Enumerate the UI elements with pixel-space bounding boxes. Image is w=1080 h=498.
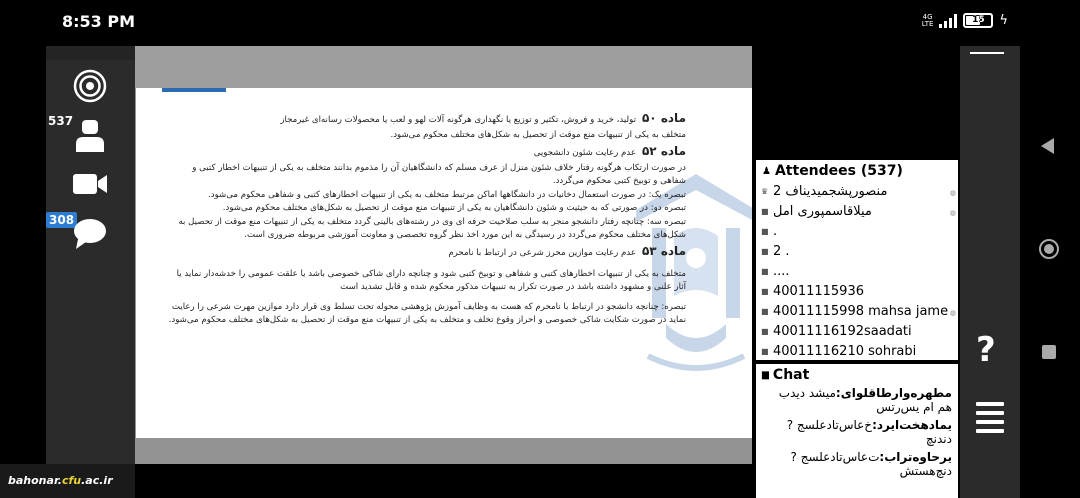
mic-icon: ◍	[949, 209, 956, 217]
stage-top-area	[135, 46, 752, 88]
stage-bottom-area	[135, 438, 752, 464]
menu-icon	[976, 402, 1004, 406]
attendees-button[interactable]	[68, 114, 112, 158]
help-button[interactable]: ?	[976, 330, 996, 370]
mic-icon: ◍	[949, 189, 956, 197]
participant-icon: ■	[761, 207, 769, 216]
attendee-item[interactable]: ■ .	[756, 222, 958, 242]
android-nav-bar	[1020, 46, 1080, 498]
site-url: bahonar.cfu.ac.ir	[8, 474, 113, 487]
signal-icon	[939, 14, 957, 28]
article-53-body: متخلف به یکی از تنبیهات اخطارهای کتبی و شفاهی و توبیخ کتبی شود و چنانچه دارای شاکی خصوصی باشد یا علقت عمومی را خدشه‌دار نماید یا آثار علنی و مشهود داشته باشد در صورت تکرار به تنبیهات مذکور محکوم شده و قابل تشدید است	[176, 268, 686, 292]
article-53-row: ماده ۵۳عدم رعایت موازین محرز شرعی در ارتباط با نامحرم	[448, 243, 686, 258]
chat-count-badge: 308	[46, 212, 77, 228]
document-text	[166, 110, 686, 328]
chat-title: Chat	[772, 367, 810, 383]
presentation-stage	[135, 46, 752, 464]
attendee-item[interactable]: ■ 40011116210 sohrabi	[756, 342, 958, 360]
article-52-note-1: تبصره یک: در صورت استعمال دخانیات در دانشگاهها اماکن مرتبط متخلف به یکی از تنبیهات اخطارهای کتبی و شفاهی محکوم می‌شود.	[208, 189, 686, 200]
article-50-row: ماده ۵۰تولید، خرید و فروش، تکثیر و توزیع یا نگهداری هرگونه آلات لهو و لعب یا محصولات رسانه‌ای غیرمجاز	[280, 111, 686, 125]
attendee-count-badge: 537	[48, 114, 74, 128]
chat-toggle-button[interactable]	[68, 212, 112, 256]
status-bar	[0, 0, 1080, 46]
chat-header	[756, 364, 958, 386]
attendees-header	[756, 160, 958, 182]
charging-icon: ϟ	[999, 13, 1008, 28]
attendees-title: Attendees (537)	[774, 163, 903, 179]
document-accent-bar	[162, 88, 226, 92]
menu-button[interactable]	[976, 402, 1004, 438]
article-52-note-3: تبصره سه: چنانچه رفتار دانشجو منجر به سلب صلاحیت حرفه ای وی در رشته‌های بالینی گردد متخلف به یکی از تنبیهات منع موقت از تحصیل به شکل‌های مختلف محکوم می‌گردد در رسیدگی به این مورد اخذ نظر گروه تخصصی و معاونت آموزشی مربوطه ضروری است.	[178, 216, 686, 240]
site-footer	[0, 464, 135, 498]
chat-icon: ▆	[762, 370, 769, 380]
side-panels	[752, 46, 960, 498]
article-52-row: ماده ۵۲عدم رعایت شئون دانشجویی	[533, 143, 686, 158]
battery-icon	[963, 13, 993, 28]
back-icon[interactable]	[1041, 138, 1054, 154]
participant-icon: ■	[761, 327, 769, 336]
attendee-item[interactable]: ■ 2 .	[756, 242, 958, 262]
attendee-item[interactable]: ■ ....	[756, 262, 958, 282]
chat-message: مطهره‌وارطاقلوای:میشد دیدب هم ام یس‌رتس	[778, 386, 952, 414]
article-50-body: متخلف به یکی از تنبیهات منع موقت از تحصیل به شکل‌های مختلف محکوم می‌شود.	[390, 130, 686, 140]
participant-icon: ■	[761, 247, 769, 256]
battery-level: 15	[972, 15, 985, 25]
system-icons	[922, 13, 1008, 28]
attendee-item[interactable]: ■ میلاقاسمپوری امل ◍	[756, 202, 958, 222]
article-52-body: در صورت ارتکاب هرگونه رفتار خلاف شئون منزل از عرف مسلم که دانشگاهیان آن را مذموم بدانند متخلف به یکی از تنبیهات اخطار کتبی و شفاهی و توبیخ کتبی محکوم می‌گردد.	[192, 162, 686, 186]
collapse-handle-icon[interactable]	[970, 46, 1004, 54]
attendee-item[interactable]: ♛ منصورپشجمیدیناف 2 ◍	[756, 182, 958, 202]
article-53-note: تبصره: چنانچه دانشجو در ارتباط با نامحرم که هست به وظایف آموزش پژوهشی محوله تحت تسلط وی قرار دارد موازین مهرت شرعی را رعایت نماید در صورت شکایت شاکی خصوصی و احراز وقوع تخلف و متخلف به یکی از تنبیهات منع موقت از تحصیل به شکل‌های مختلف محکوم می‌شود.	[168, 301, 686, 325]
chat-message: یمادهخت‌ایرد:خ‌عاس‌تا‌دعلسج ?دندنچ	[786, 418, 952, 446]
attendees-panel[interactable]	[756, 160, 958, 360]
attendees-icon: ♟	[762, 165, 771, 177]
recent-apps-icon[interactable]	[1042, 345, 1056, 359]
presenter-icon: ♛	[761, 187, 769, 196]
attendee-item[interactable]: ■ 40011115936	[756, 282, 958, 302]
right-toolbar	[960, 46, 1020, 498]
attendee-item[interactable]: ■ 40011116192saadati	[756, 322, 958, 342]
article-52-note-2: تبصره دو: در صورتی که به حیثیت و شئون دانشگاهیان به یکی از تنبیهات منع موقت از تحصیل به شکل‌های مختلف محکوم می‌شود.	[222, 203, 686, 213]
mic-icon: ◍	[949, 309, 956, 317]
participant-icon: ■	[761, 227, 769, 236]
attendee-item[interactable]: ■ 40011115998 mahsa jame ◍	[756, 302, 958, 322]
chat-message: یرحاوه‌تراب:ت‌عاس‌تا‌دعلسج ?دنچ‌هستش	[790, 450, 952, 478]
home-icon[interactable]	[1039, 239, 1059, 259]
chat-bubble-icon	[72, 217, 108, 251]
left-toolbar	[46, 46, 135, 464]
network-type: 4G LTE	[921, 12, 934, 28]
camera-icon	[72, 171, 108, 197]
chat-panel[interactable]	[756, 364, 958, 498]
broadcast-button[interactable]	[68, 64, 112, 108]
broadcast-icon	[72, 68, 108, 104]
shared-document	[136, 88, 752, 438]
toolbar-top-strip	[46, 46, 135, 60]
participant-icon: ■	[761, 287, 769, 296]
camera-button[interactable]	[68, 162, 112, 206]
participant-icon: ■	[761, 307, 769, 316]
participant-icon: ■	[761, 347, 769, 356]
participant-icon: ■	[761, 267, 769, 276]
clock: 8:53 PM	[62, 12, 136, 31]
user-icon	[73, 118, 107, 154]
